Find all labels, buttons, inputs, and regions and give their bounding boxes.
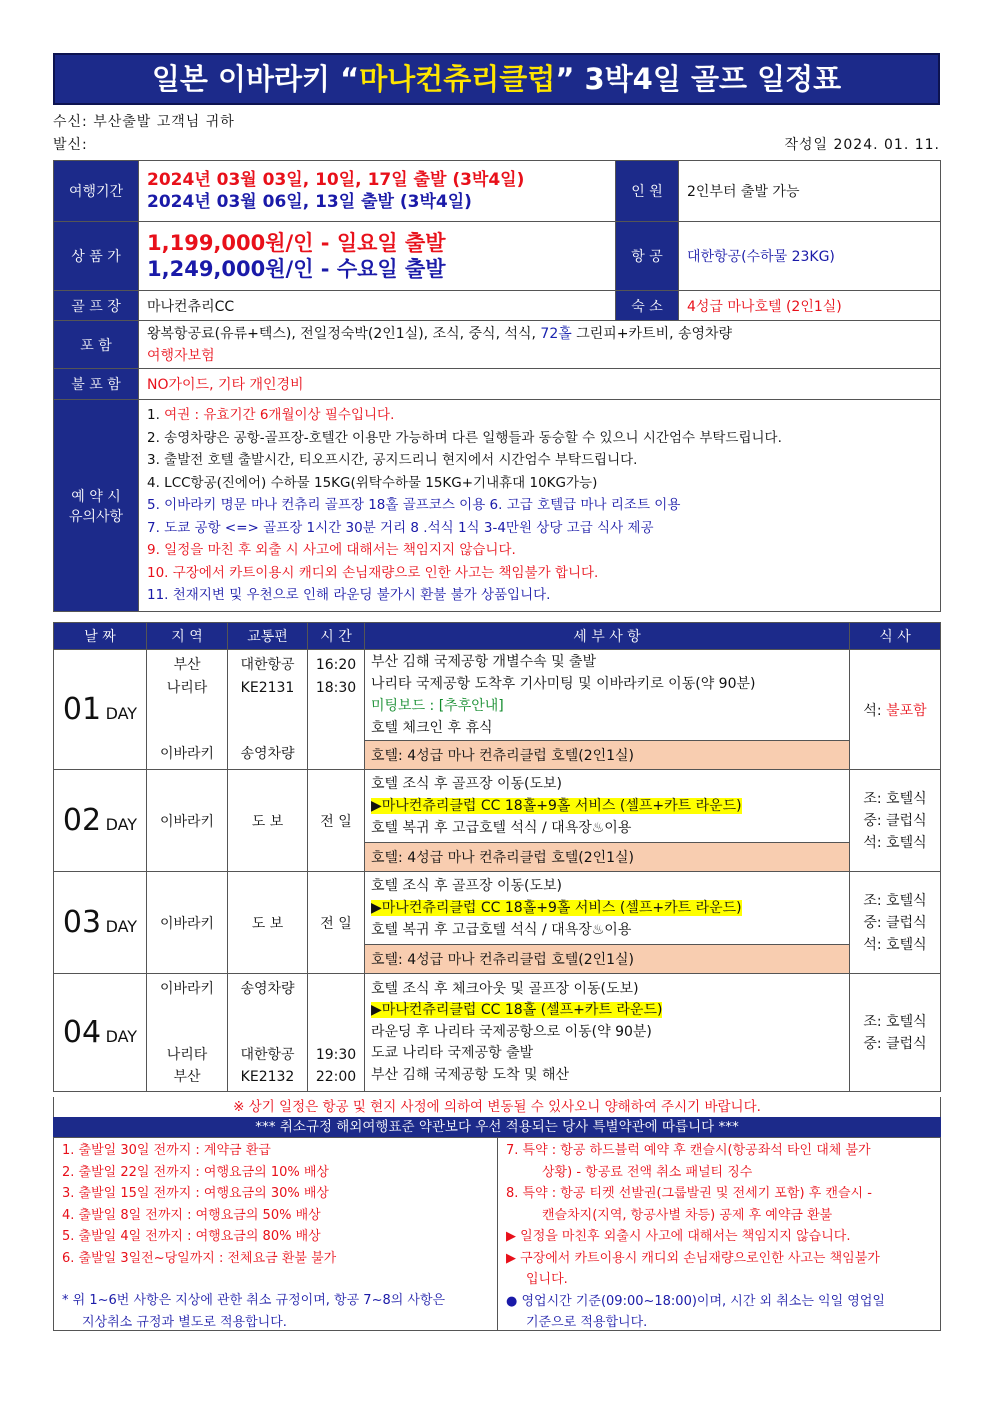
include-value <box>139 321 941 369</box>
day4-detail3: 라운딩 후 나리타 국제공항으로 이동(약 90분) <box>371 1023 652 1040</box>
day1-num: 01 <box>62 692 102 727</box>
day4-region <box>147 974 228 1092</box>
schedule-notice: ※ 상기 일정은 항공 및 현지 사정에 의하여 변동될 수 있사오니 양해하여 주시기 바랍니다. <box>53 1097 941 1117</box>
include-part-c: 그린피+카트비, 송영차량 <box>571 325 733 342</box>
day1-region2: 나리타 <box>166 680 208 696</box>
day3-row <box>54 872 941 945</box>
day2-day: DAY <box>105 815 138 834</box>
period-value <box>139 161 616 222</box>
day1-transport <box>228 650 308 770</box>
day1-region3: 이바라키 <box>159 746 215 762</box>
day4-trans1: 송영차량 <box>240 981 295 997</box>
day3-meal1: 조: 호텔식 <box>863 892 927 909</box>
day4-detail1: 호텔 조식 후 체크아웃 및 골프장 이동(도보) <box>371 980 639 997</box>
day3-details <box>365 872 850 945</box>
cancel-policy-right <box>506 1140 936 1334</box>
people-value: 2인부터 출발 가능 <box>679 161 941 222</box>
day1-trans3: 송영차량 <box>240 746 295 762</box>
price-line1: 1,199,000원/인 - 일요일 출발 <box>147 231 446 255</box>
notes-label-line2: 유의사항 <box>68 508 124 525</box>
cancel-item-1: 1. 출발일 30일 전까지 : 계약금 환급 <box>62 1143 271 1158</box>
day3-hotel: 호텔: 4성급 마나 컨츄리클럽 호텔(2인1실) <box>365 945 850 974</box>
price-line2: 1,249,000원/인 - 수요일 출발 <box>147 257 446 281</box>
airline-label: 항 공 <box>616 222 679 291</box>
day1-region1: 부산 <box>173 657 201 673</box>
note2: 2. 송영차량은 공항-골프장-호텔간 이용만 가능하며 다른 일행들과 동승할 수 있으니 시간엄수 부탁드립니다. <box>147 429 782 446</box>
day1-hotel: 호텔: 4성급 마나 컨츄리클럽 호텔(2인1실) <box>365 741 850 770</box>
note7: 7. 도쿄 공항 <=> 골프장 1시간 30분 거리 8 .석식 1식 3-4만원 상당 고급 식사 제공 <box>147 519 654 536</box>
day4-detail4: 도쿄 나리타 국제공항 출발 <box>371 1045 534 1062</box>
day3-meal2: 중: 클럽식 <box>863 914 927 931</box>
day4-time <box>308 974 365 1092</box>
include-label: 포 함 <box>54 321 139 369</box>
day4-row <box>54 974 941 1092</box>
cancel-item-7-cont: 상황) - 항공료 전액 취소 패널티 징수 <box>542 1164 753 1180</box>
cancel-item-8-cont: 캔슬차지(지역, 항공사별 차등) 공제 후 예약금 환불 <box>542 1207 833 1223</box>
note5: 5. 이바라키 명문 마나 컨츄리 골프장 18홀 골프코스 이용 6. 고급 호텔급 마나 리조트 이용 <box>147 497 681 514</box>
period-line2: 2024년 03월 06일, 13일 출발 (3박4일) <box>147 192 472 212</box>
cancel-note-line2: 지상취소 규정과 별도로 적용합니다. <box>82 1314 287 1330</box>
day2-meal2: 중: 클럽식 <box>863 812 927 829</box>
note1-num: 1. <box>147 407 165 424</box>
period-line1: 2024년 03월 03일, 10일, 17일 출발 (3박4일) <box>147 170 525 190</box>
day4-transport <box>228 974 308 1092</box>
cancel-warning-2: ▶ 구장에서 카트이용시 캐디외 손님재량으로인한 사고는 책임불가 <box>506 1250 880 1266</box>
header-details: 세 부 사 항 <box>365 623 850 650</box>
day1-trans1: 대한항공 <box>240 657 295 673</box>
trip-info-table <box>53 160 941 612</box>
business-hours-note: ● 영업시간 기준(09:00~18:00)이며, 시간 외 취소는 익일 영업일 <box>506 1293 885 1309</box>
day1-details <box>365 650 850 741</box>
cancel-item-8: 8. 특약 : 항공 티켓 선발권(그룹발권 및 전세기 포함) 후 캔슬시 - <box>506 1186 872 1201</box>
cancel-warning-1: ▶ 일정을 마친후 외출시 사고에 대해서는 책임지지 않습니다. <box>506 1229 851 1244</box>
day4-day: DAY <box>105 1027 138 1046</box>
day3-day: DAY <box>105 917 138 936</box>
airline-value: 대한항공(수하물 23KG) <box>679 222 941 291</box>
title-suffix: ” 3박4일 골프 일정표 <box>555 62 842 96</box>
notes-label <box>54 400 139 612</box>
price-value <box>139 222 616 291</box>
golf-value: 마나컨츄리CC <box>139 291 616 321</box>
cancel-item-3: 3. 출발일 15일 전까지 : 여행요금의 30% 배상 <box>62 1186 329 1201</box>
cancel-policy-title: *** 취소규정 해외여행표준 약관보다 우선 적용되는 당사 특별약관에 따릅니다 *** <box>53 1117 941 1137</box>
day4-meal <box>850 974 941 1092</box>
day1-region <box>147 650 228 770</box>
day3-meal3: 석: 호텔식 <box>863 936 927 953</box>
cancel-policy-left <box>62 1140 492 1333</box>
day1-time1: 16:20 <box>315 657 357 673</box>
day3-detail1: 호텔 조식 후 골프장 이동(도보) <box>371 878 563 894</box>
day2-row <box>54 770 941 843</box>
exclude-label: 불 포 함 <box>54 369 139 400</box>
day4-num: 04 <box>62 1015 102 1050</box>
header-region: 지 역 <box>147 623 228 650</box>
day4-meal2: 중: 클럽식 <box>863 1035 927 1052</box>
day2-meal1: 조: 호텔식 <box>863 790 927 807</box>
note4: 4. LCC항공(진에어) 수하물 15KG(위탁수하물 15KG+기내휴대 10KG가능) <box>147 474 598 491</box>
include-line2: 여행자보험 <box>147 347 215 364</box>
day3-time: 전 일 <box>308 872 365 974</box>
day2-time: 전 일 <box>308 770 365 872</box>
cancel-item-4: 4. 출발일 8일 전까지 : 여행요금의 50% 배상 <box>62 1207 321 1223</box>
day3-num: 03 <box>62 905 102 940</box>
day3-label <box>54 872 147 974</box>
exclude-value: NO가이드, 기타 개인경비 <box>139 369 941 400</box>
day2-meal <box>850 770 941 872</box>
day1-detail1: 부산 김해 국제공항 개별수속 및 출발 <box>371 654 597 670</box>
day4-trans2: 대한항공 <box>240 1047 295 1063</box>
notes-label-line1: 예 약 시 <box>71 488 121 505</box>
period-label: 여행기간 <box>54 161 139 222</box>
day1-label <box>54 650 147 770</box>
header-date: 날 짜 <box>54 623 147 650</box>
written-date: 작성일 2024. 01. 11. <box>784 137 940 153</box>
day2-hotel: 호텔: 4성급 마나 컨츄리클럽 호텔(2인1실) <box>365 843 850 872</box>
include-part-b: 72홀 <box>540 325 572 342</box>
title-highlight: 마나컨츄리클럽 <box>359 62 556 96</box>
day1-day: DAY <box>105 704 138 723</box>
day4-details <box>365 974 850 1092</box>
day4-detail2: ▶마나컨츄리클럽 CC 18홀 (셀프+카트 라운드) <box>371 1002 663 1019</box>
people-label: 인 원 <box>616 161 679 222</box>
note3: 3. 출발전 호텔 출발시간, 티오프시간, 공지드리니 현지에서 시간엄수 부탁드립니다. <box>147 452 638 469</box>
note11: 11. 천재지변 및 우천으로 인해 라운딩 불가시 환불 불가 상품입니다. <box>147 587 551 604</box>
day1-trans2: KE2131 <box>240 680 295 696</box>
day1-meal-value: 불포함 <box>886 702 927 719</box>
day3-region: 이바라키 <box>147 872 228 974</box>
cancel-divider <box>497 1138 498 1330</box>
day1-row <box>54 650 941 741</box>
stay-label: 숙 소 <box>616 291 679 321</box>
day1-time2: 18:30 <box>315 680 357 696</box>
day2-num: 02 <box>62 803 102 838</box>
day1-detail3: 미팅보드 : [추후안내] <box>371 698 504 714</box>
day1-detail4: 호텔 체크인 후 휴식 <box>371 720 493 736</box>
day4-meal1: 조: 호텔식 <box>863 1013 927 1030</box>
day3-detail2: ▶마나컨츄리클럽 CC 18홀+9홀 서비스 (셀프+카트 라운드) <box>371 900 742 916</box>
cancel-item-5: 5. 출발일 4일 전까지 : 여행요금의 80% 배상 <box>62 1229 321 1244</box>
day4-time1: 19:30 <box>315 1047 357 1063</box>
sender: 발신: <box>53 137 88 153</box>
day1-meal-prefix: 석: <box>863 702 887 719</box>
day1-time <box>308 650 365 770</box>
day2-region: 이바라키 <box>147 770 228 872</box>
schedule-table <box>53 622 941 1092</box>
day1-meal <box>850 650 941 770</box>
cancel-note-line1: * 위 1~6번 사항은 지상에 관한 취소 규정이며, 항공 7~8의 사항은 <box>62 1293 446 1308</box>
business-hours-note-cont: 기준으로 적용합니다. <box>526 1315 648 1330</box>
golf-label: 골 프 장 <box>54 291 139 321</box>
day2-transport: 도 보 <box>228 770 308 872</box>
cancel-policy <box>53 1137 941 1331</box>
day3-transport: 도 보 <box>228 872 308 974</box>
day4-region3: 부산 <box>173 1069 201 1085</box>
day2-detail1: 호텔 조식 후 골프장 이동(도보) <box>371 776 563 792</box>
day4-label <box>54 974 147 1092</box>
day4-time2: 22:00 <box>315 1069 357 1085</box>
day4-detail5: 부산 김해 국제공항 도착 및 해산 <box>371 1066 570 1083</box>
note9: 9. 일정을 마친 후 외출 시 사고에 대해서는 책임지지 않습니다. <box>147 542 516 559</box>
header-meal: 식 사 <box>850 623 941 650</box>
include-part-a: 왕복항공료(유류+텍스), 전일정숙박(2인1실), 조식, 중식, 석식, <box>147 325 541 342</box>
cancel-item-6: 6. 출발일 3일전~당일까지 : 전체요금 환불 불가 <box>62 1250 337 1266</box>
day3-detail3: 호텔 복귀 후 고급호텔 석식 / 대욕장♨이용 <box>371 922 632 938</box>
cancel-item-2: 2. 출발일 22일 전까지 : 여행요금의 10% 배상 <box>62 1164 329 1180</box>
day1-detail2: 나리타 국제공항 도착후 기사미팅 및 이바라키로 이동(약 90분) <box>371 676 756 692</box>
day2-detail3: 호텔 복귀 후 고급호텔 석식 / 대욕장♨이용 <box>371 820 632 836</box>
day2-label <box>54 770 147 872</box>
day2-detail2: ▶마나컨츄리클럽 CC 18홀+9홀 서비스 (셀프+카트 라운드) <box>371 798 742 814</box>
note10: 10. 구장에서 카트이용시 캐디외 손님재량으로 인한 사고는 책임불가 합니다. <box>147 564 599 581</box>
day2-meal3: 석: 호텔식 <box>863 834 927 851</box>
cancel-warning-2-cont: 입니다. <box>526 1272 568 1287</box>
note1-text: 여권 : 유효기간 6개월이상 필수입니다. <box>164 407 395 424</box>
day4-region1: 이바라키 <box>159 981 215 997</box>
stay-value: 4성급 마나호텔 (2인1실) <box>679 291 941 321</box>
price-label: 상 품 가 <box>54 222 139 291</box>
recipient: 수신: 부산출발 고객님 귀하 <box>53 114 235 130</box>
day3-meal <box>850 872 941 974</box>
day4-region2: 나리타 <box>166 1047 208 1063</box>
day4-trans3: KE2132 <box>240 1069 295 1085</box>
header-time: 시 간 <box>308 623 365 650</box>
title-prefix: 일본 이바라키 “ <box>151 62 360 96</box>
day2-details <box>365 770 850 843</box>
reservation-notes <box>139 400 941 612</box>
page-title <box>53 53 940 105</box>
header-transport: 교통편 <box>228 623 308 650</box>
cancel-item-7: 7. 특약 : 항공 하드블럭 예약 후 캔슬시(항공좌석 타인 대체 불가 <box>506 1143 871 1158</box>
